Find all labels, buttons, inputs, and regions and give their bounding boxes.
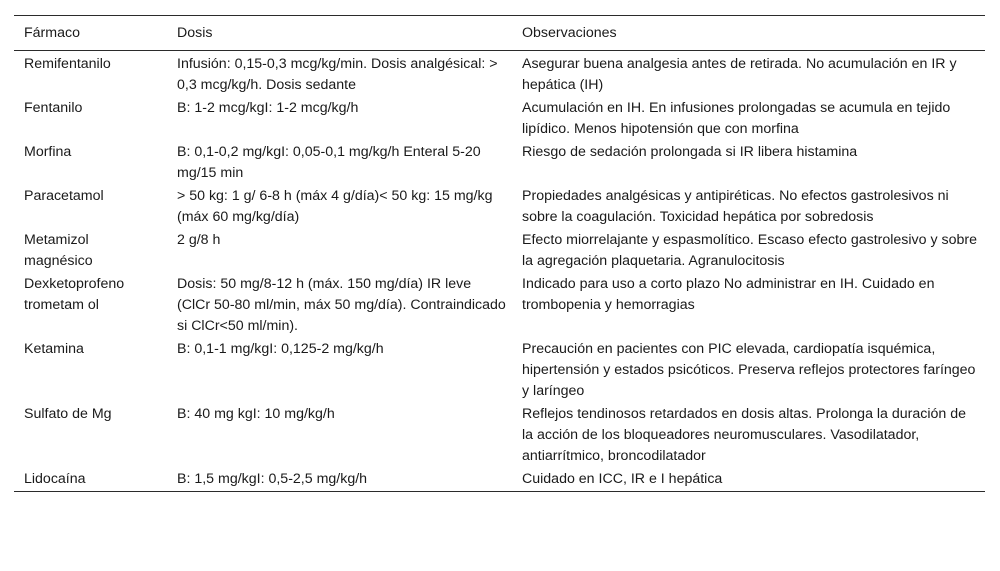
cell-farmaco: Dexketoprofeno trometam ol bbox=[24, 276, 125, 313]
cell-farmaco: Morfina bbox=[24, 144, 72, 160]
cell-observaciones: Reflejos tendinosos retardados en dosis altas. Prolonga la duración de la acción de los bloqueadores neuromusculares. Vasodilatador, antiarrítmico, broncodilatador bbox=[522, 406, 967, 464]
cell-observaciones: Propiedades analgésicas y antipiréticas. No efectos gastrolesivos ni sobre la coagulación. Toxicidad hepática por sobredosis bbox=[522, 188, 949, 225]
header-farmaco: Fármaco bbox=[24, 25, 80, 41]
table-row bbox=[14, 51, 985, 98]
table-row bbox=[14, 273, 985, 338]
cell-farmaco: Sulfato de Mg bbox=[24, 406, 112, 422]
cell-observaciones: Efecto miorrelajante y espasmolítico. Escaso efecto gastrolesivo y sobre la agregación plaquetaria. Agranulocitosis bbox=[522, 232, 977, 269]
cell-farmaco: Ketamina bbox=[24, 341, 84, 357]
table-row bbox=[14, 468, 985, 492]
cell-farmaco: Metamizol magnésico bbox=[24, 232, 93, 269]
cell-observaciones: Cuidado en ICC, IR e I hepática bbox=[522, 471, 723, 487]
table-row bbox=[14, 338, 985, 403]
cell-dosis: B: 0,1-1 mg/kgI: 0,125-2 mg/kg/h bbox=[177, 341, 384, 357]
cell-observaciones: Riesgo de sedación prolongada si IR libera histamina bbox=[522, 144, 858, 160]
table-header bbox=[14, 16, 985, 51]
header-dosis: Dosis bbox=[177, 25, 213, 41]
cell-observaciones: Acumulación en IH. En infusiones prolongadas se acumula en tejido lipídico. Menos hipotensión que con morfina bbox=[522, 100, 951, 137]
table-body bbox=[14, 51, 985, 492]
cell-farmaco: Fentanilo bbox=[24, 100, 83, 116]
cell-dosis: > 50 kg: 1 g/ 6-8 h (máx 4 g/día)< 50 kg: 15 mg/kg (máx 60 mg/kg/día) bbox=[177, 188, 493, 225]
table-row bbox=[14, 403, 985, 468]
cell-observaciones: Asegurar buena analgesia antes de retirada. No acumulación en IR y hepática (IH) bbox=[522, 56, 957, 93]
drug-table-container bbox=[14, 15, 985, 492]
header-row bbox=[14, 16, 985, 51]
cell-dosis: 2 g/8 h bbox=[177, 232, 221, 248]
table-row bbox=[14, 229, 985, 273]
cell-dosis: B: 1-2 mcg/kgI: 1-2 mcg/kg/h bbox=[177, 100, 359, 116]
cell-farmaco: Paracetamol bbox=[24, 188, 104, 204]
cell-dosis: B: 1,5 mg/kgI: 0,5-2,5 mg/kg/h bbox=[177, 471, 368, 487]
table-row bbox=[14, 97, 985, 141]
table-row bbox=[14, 141, 985, 185]
cell-observaciones: Precaución en pacientes con PIC elevada, cardiopatía isquémica, hipertensión y estados psicóticos. Preserva reflejos protectores faríngeo y laríngeo bbox=[522, 341, 976, 399]
drug-table bbox=[14, 15, 985, 492]
cell-observaciones: Indicado para uso a corto plazo No administrar en IH. Cuidado en trombopenia y hemorragias bbox=[522, 276, 935, 313]
cell-dosis: B: 0,1-0,2 mg/kgI: 0,05-0,1 mg/kg/h Enteral 5-20 mg/15 min bbox=[177, 144, 481, 181]
cell-dosis: B: 40 mg kgI: 10 mg/kg/h bbox=[177, 406, 335, 422]
cell-dosis: Infusión: 0,15-0,3 mcg/kg/min. Dosis analgésical: > 0,3 mcg/kg/h. Dosis sedante bbox=[177, 56, 498, 93]
cell-farmaco: Remifentanilo bbox=[24, 56, 111, 72]
header-observaciones: Observaciones bbox=[522, 25, 617, 41]
cell-farmaco: Lidocaína bbox=[24, 471, 86, 487]
cell-dosis: Dosis: 50 mg/8-12 h (máx. 150 mg/día) IR leve (ClCr 50-80 ml/min, máx 50 mg/día). Contraindicado si ClCr<50 ml/min). bbox=[177, 276, 506, 334]
table-row bbox=[14, 185, 985, 229]
